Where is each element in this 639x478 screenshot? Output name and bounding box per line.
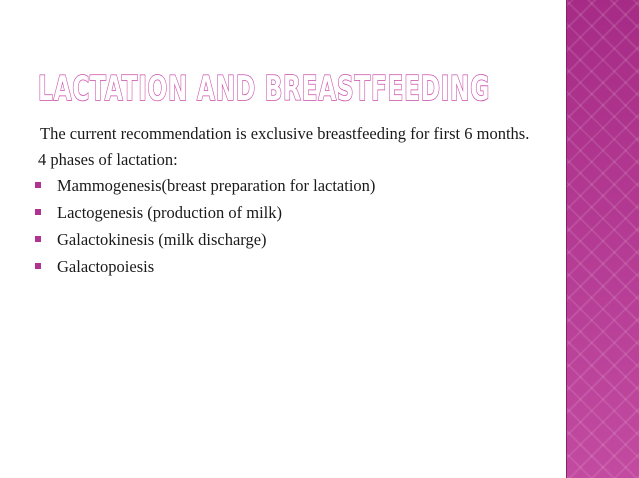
slide-body bbox=[30, 122, 560, 280]
list-item-text: Galactokinesis (milk discharge) bbox=[57, 230, 267, 249]
list-item bbox=[30, 199, 560, 226]
square-bullet-icon bbox=[35, 182, 41, 188]
list-item-text: Mammogenesis(breast preparation for lactation) bbox=[57, 176, 376, 195]
square-bullet-icon bbox=[35, 236, 41, 242]
list-item-text: Galactopoiesis bbox=[57, 257, 155, 276]
square-bullet-icon bbox=[35, 209, 41, 215]
phases-heading: 4 phases of lactation: bbox=[38, 150, 178, 169]
list-item bbox=[30, 253, 560, 280]
phase-list bbox=[30, 172, 560, 280]
list-item-text: Lactogenesis (production of milk) bbox=[57, 203, 282, 222]
list-item bbox=[30, 226, 560, 253]
square-bullet-icon bbox=[35, 263, 41, 269]
slide-title-graphic bbox=[36, 62, 556, 110]
slide-title bbox=[36, 62, 556, 110]
decorative-sidebar bbox=[566, 0, 639, 478]
list-item bbox=[30, 172, 560, 199]
slide-title-text: LACTATION AND BREASTFEEDING bbox=[38, 69, 490, 109]
intro-paragraph: The current recommendation is exclusive breastfeeding for first 6 months. bbox=[40, 124, 530, 143]
